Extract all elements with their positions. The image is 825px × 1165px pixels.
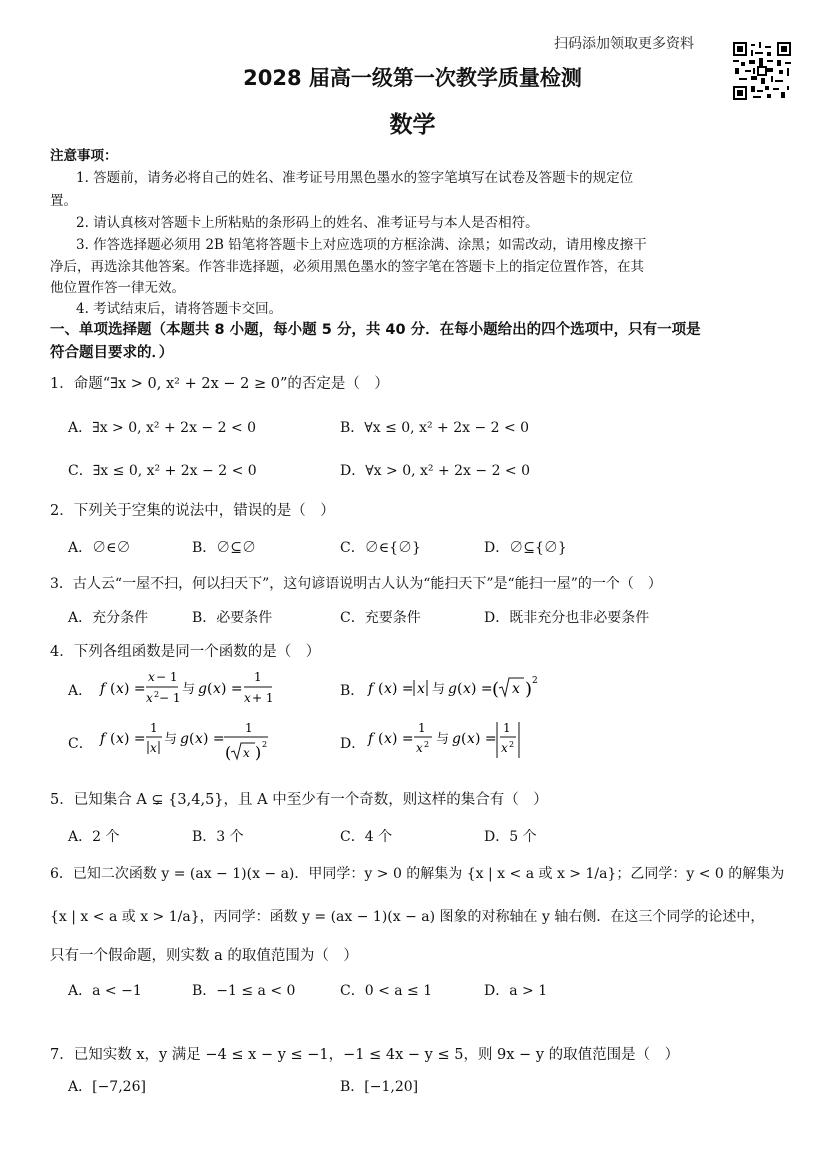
- svg-text:(: (: [189, 731, 195, 747]
- svg-text:x: x: [512, 681, 520, 697]
- svg-text:x: x: [384, 731, 392, 747]
- question-2-option-c: C．∅∈{∅}: [340, 540, 421, 556]
- question-4-option-c-formula: [98, 712, 288, 766]
- question-4-option-c-label: C．: [68, 736, 93, 752]
- notice-heading: 注意事项：: [50, 148, 118, 164]
- question-6-option-b: B．−1 ≤ a < 0: [192, 983, 296, 999]
- notice-item-3-cont: 净后，再选涂其他答案。作答非选择题，必须用黑色墨水的签字笔在答题卡上的指定位置作答，在其: [50, 259, 644, 275]
- svg-text:(: (: [492, 679, 500, 700]
- svg-text:) =: ) =: [124, 681, 146, 697]
- question-6-stem: 6．已知二次函数 y = (ax − 1)(x − a)．甲同学：y > 0 的解集为 {x | x < a 或 x > 1/a}；乙同学：y < 0 的解集为: [50, 866, 785, 882]
- question-1-option-d: D．∀x > 0, x² + 2x − 2 < 0: [340, 463, 531, 479]
- notice-item-2: 2. 请认真核对答题卡上所粘贴的条形码上的姓名、准考证号与本人是否相符。: [76, 215, 539, 231]
- question-4-option-d-formula: [366, 712, 546, 766]
- svg-text:g: g: [198, 681, 207, 697]
- exam-title: 2028 届高一级第一次教学质量检测: [243, 66, 582, 90]
- question-6-stem-cont2: 只有一个假命题，则实数 a 的取值范围为（ ）: [50, 948, 358, 964]
- svg-text:x: x: [463, 681, 471, 697]
- svg-text:) =: ) =: [471, 681, 493, 697]
- scan-note: 扫码添加领取更多资料: [554, 36, 694, 52]
- svg-text:f: f: [368, 681, 374, 697]
- question-4-and: 与: [182, 682, 196, 697]
- question-6-option-d: D．a > 1: [484, 983, 548, 999]
- question-6-option-a: A．a < −1: [68, 983, 142, 999]
- question-7-option-a: A．[−7,26]: [68, 1079, 146, 1095]
- question-3-option-c: C．充要条件: [340, 610, 421, 626]
- svg-text:− 1: − 1: [156, 670, 178, 684]
- svg-text:1: 1: [245, 721, 253, 735]
- svg-text:x: x: [416, 741, 423, 755]
- svg-text:g: g: [452, 731, 461, 747]
- question-1-stem: 1．命题“∃x > 0, x² + 2x − 2 ≥ 0”的否定是（ ）: [50, 376, 389, 392]
- svg-text:2: 2: [424, 740, 430, 749]
- question-1-option-a: A．∃x > 0, x² + 2x − 2 < 0: [68, 420, 257, 436]
- section-heading-cont: 符合题目要求的．）: [50, 345, 174, 361]
- question-4-option-a-formula: [98, 666, 288, 710]
- svg-text:) =: ) =: [203, 731, 225, 747]
- svg-text:(: (: [461, 731, 467, 747]
- svg-text:(: (: [457, 681, 463, 697]
- question-5-option-d: D．5 个: [484, 829, 537, 845]
- notice-item-1-cont: 置。: [50, 193, 77, 209]
- svg-text:(: (: [110, 731, 116, 747]
- question-7-stem: 7．已知实数 x，y 满足 −4 ≤ x − y ≤ −1，−1 ≤ 4x − y ≤ 5，则 9x − y 的取值范围是（ ）: [50, 1047, 680, 1063]
- svg-text:x: x: [116, 731, 124, 747]
- svg-text:2: 2: [509, 740, 515, 749]
- svg-text:(: (: [378, 681, 384, 697]
- svg-text:2: 2: [154, 690, 160, 699]
- notice-item-3: 3. 作答选择题必须用 2B 铅笔将答题卡上对应选项的方框涂满、涂黑；如需改动，请用橡皮擦干: [76, 237, 647, 253]
- question-3-option-a: A．充分条件: [68, 610, 149, 626]
- svg-text:) =: ) =: [392, 681, 414, 697]
- question-3-option-b: B．必要条件: [192, 610, 273, 626]
- question-5-option-a: A．2 个: [68, 829, 120, 845]
- svg-text:x: x: [244, 691, 251, 705]
- svg-text:): ): [525, 679, 533, 700]
- svg-text:2: 2: [262, 740, 268, 749]
- question-2-option-b: B．∅⊆∅: [192, 540, 257, 556]
- svg-text:x: x: [150, 741, 157, 755]
- question-4-option-a-label: A．: [68, 683, 93, 699]
- svg-text:x: x: [116, 681, 124, 697]
- svg-text:g: g: [448, 681, 457, 697]
- svg-text:f: f: [100, 731, 106, 747]
- question-2-stem: 2．下列关于空集的说法中，错误的是（ ）: [50, 503, 335, 519]
- svg-text:x: x: [148, 670, 155, 684]
- question-5-option-b: B．3 个: [192, 829, 244, 845]
- svg-text:1: 1: [418, 721, 426, 735]
- svg-text:x: x: [384, 681, 392, 697]
- svg-text:x: x: [417, 681, 425, 697]
- question-2-option-d: D．∅⊆{∅}: [484, 540, 567, 556]
- svg-text:1: 1: [254, 670, 262, 684]
- svg-text:x: x: [243, 746, 250, 760]
- svg-text:f: f: [100, 681, 106, 697]
- question-7-option-b: B．[−1,20]: [340, 1079, 419, 1095]
- svg-text:) =: ) =: [392, 731, 414, 747]
- svg-text:1: 1: [503, 721, 511, 735]
- question-4-stem: 4．下列各组函数是同一个函数的是（ ）: [50, 644, 321, 660]
- question-6-option-c: C．0 < a ≤ 1: [340, 983, 433, 999]
- svg-text:(: (: [110, 681, 116, 697]
- notice-item-3-cont2: 他位置作答一律无效。: [50, 280, 185, 296]
- svg-text:) =: ) =: [221, 681, 243, 697]
- svg-text:1: 1: [150, 721, 158, 735]
- svg-text:x: x: [467, 731, 475, 747]
- svg-text:x: x: [213, 681, 221, 697]
- svg-text:与: 与: [432, 682, 446, 697]
- question-4-option-d-label: D．: [340, 736, 366, 752]
- question-5-stem: 5．已知集合 A ⊊ {3,4,5}，且 A 中至少有一个奇数，则这样的集合有（ ）: [50, 792, 548, 808]
- svg-text:x: x: [501, 741, 508, 755]
- svg-text:) =: ) =: [124, 731, 146, 747]
- question-5-option-c: C．4 个: [340, 829, 393, 845]
- svg-text:(: (: [225, 743, 232, 762]
- question-3-stem: 3．古人云“一屋不扫，何以扫天下”，这句谚语说明古人认为“能扫天下”是“能扫一屋”的一个（ ）: [50, 576, 662, 592]
- svg-text:与: 与: [164, 732, 178, 747]
- question-1-option-c: C．∃x ≤ 0, x² + 2x − 2 < 0: [68, 463, 257, 479]
- question-4-option-b-formula: [366, 666, 546, 710]
- exam-subject: 数学: [389, 112, 436, 138]
- svg-text:x: x: [146, 691, 153, 705]
- notice-item-4: 4. 考试结束后，请将答题卡交回。: [76, 301, 283, 317]
- question-6-stem-cont: {x | x < a 或 x > 1/a}，丙同学：函数 y = (ax − 1)(x − a) 图象的对称轴在 y 轴右侧．在这三个同学的论述中，: [50, 909, 765, 925]
- svg-text:): ): [255, 743, 262, 762]
- section-heading: 一、单项选择题（本题共 8 小题，每小题 5 分，共 40 分．在每小题给出的四个选项中，只有一项是: [50, 322, 701, 338]
- svg-text:f: f: [368, 731, 374, 747]
- svg-text:与: 与: [436, 732, 450, 747]
- question-4-option-b-label: B．: [340, 683, 365, 699]
- question-2-option-a: A．∅∈∅: [68, 540, 131, 556]
- svg-text:+ 1: + 1: [252, 691, 274, 705]
- svg-text:2: 2: [532, 676, 538, 686]
- notice-item-1: 1. 答题前，请务必将自己的姓名、准考证号用黑色墨水的签字笔填写在试卷及答题卡的规定位: [76, 170, 634, 186]
- svg-text:x: x: [195, 731, 203, 747]
- question-3-option-d: D．既非充分也非必要条件: [484, 610, 650, 626]
- svg-text:) =: ) =: [475, 731, 497, 747]
- question-1-option-b: B．∀x ≤ 0, x² + 2x − 2 < 0: [340, 420, 530, 436]
- svg-text:− 1: − 1: [159, 691, 181, 705]
- svg-text:(: (: [207, 681, 213, 697]
- svg-text:(: (: [378, 731, 384, 747]
- svg-text:g: g: [180, 731, 189, 747]
